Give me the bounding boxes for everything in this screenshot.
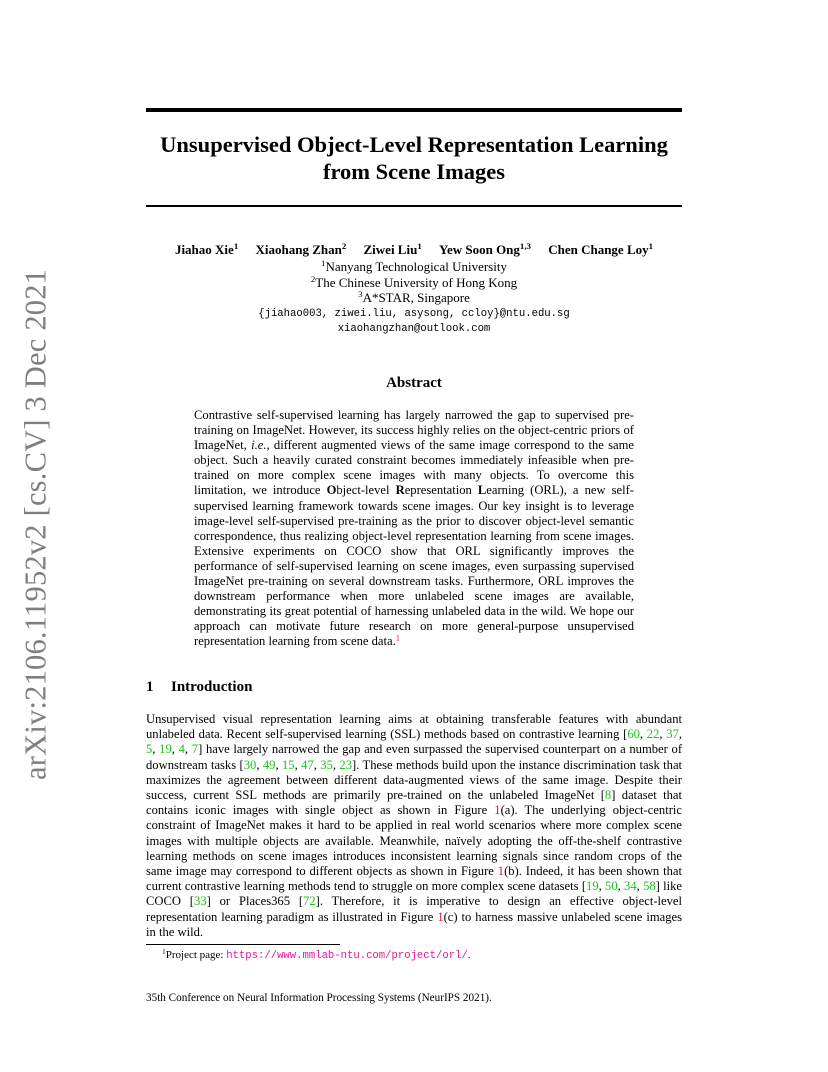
author-affiliation-mark: 2 (341, 241, 347, 252)
intro-segment: (a). The underlying object-centric constraint of ImageNet makes it hard to be applied in real world scenarios where more complex scene images with multiple objects are available. Meanwhile, naïvely adopting the off-the-shelf contrastive learning methods on scene images introduces inconsistent learning signals since random crops of the same image may correspond to different objects as shown in Figure (146, 803, 682, 879)
author (255, 242, 346, 257)
citation-link[interactable]: 34 (624, 879, 637, 894)
citation-link[interactable]: 37 (666, 727, 679, 742)
intro-segment: Unsupervised visual representation learning aims at obtaining transferable features with abundant unlabeled data. Recent self-supervised learning (SSL) methods based on contrastive learning [ (146, 712, 682, 742)
author-name: Yew Soon Ong (439, 242, 520, 257)
citation-link[interactable]: 49 (262, 757, 276, 772)
citation-link[interactable]: 8 (604, 788, 612, 803)
title-line-1: Unsupervised Object-Level Representation Learning (160, 132, 668, 157)
citation-link[interactable]: 35 (320, 757, 333, 772)
abstract-segment: , different augmented views of the same image correspond to the same object. Such a heavily curated constraint becomes immediately infeasible when pre-trained on more complex scene images with many objects. To overcome this limitation, we introduce (194, 438, 634, 498)
citation-link[interactable]: 5 (146, 742, 153, 757)
section-title: Introduction (171, 679, 253, 695)
title-bottom-rule (146, 205, 682, 207)
affiliation (146, 275, 682, 291)
title-line-2: from Scene Images (322, 159, 506, 184)
intro-segment: ]. These methods build upon the instance discrimination task that maximizes the agreement between different data-augmented views of the same image. Despite their success, current SSL methods are primarily pre-trained on the unlabeled ImageNet [ (146, 757, 683, 803)
author-affiliation-mark: 1 (233, 241, 239, 252)
project-page-link[interactable]: https://www.mmlab-ntu.com/project/orl/ (226, 950, 468, 962)
affiliation-mark: 2 (310, 274, 316, 285)
title-top-rule (146, 108, 682, 112)
section-number: 1 (146, 679, 154, 695)
abstract-segment: earning (ORL), a new self-supervised learning framework towards scene images. Our key insight is to leverage image-level self-supervised pre-training as the prior to discover object-level semantic correspondence, thus realizing object-level representation learning from scene images. Extensive experiments on COCO show that ORL significantly improves the performance of self-supervised learning on scene images, even surpassing supervised ImageNet pre-training on several downstream tasks. Furthermore, ORL improves the downstream performance when more unlabeled scene images are available, demonstrating its great potential of harnessing unlabeled data in the wild. We hope our approach can motivate future research on more general-purpose unsupervised representation learning from scene data. (194, 483, 634, 649)
introduction-paragraph: Unsupervised visual representation learning aims at obtaining transferable features with abundant unlabeled data. Recent self-supervised learning (SSL) methods based on contrastive learning [60, 22, 37, 5, 19, 4, 7] have largely narrowed the gap and even surpassed the supervised counterpart on a number of downstream tasks [30, 49, 15, 47, 35, 23]. These methods build upon the instance discrimination task that maximizes the agreement between different data-augmented views of the same image. Despite their success, current SSL methods are primarily pre-trained on the unlabeled ImageNet [8] dataset that contains iconic images with single object as shown in Figure 1(a). The underlying object-centric constraint of ImageNet makes it hard to be applied in real world scenarios where more complex scene images with multiple objects are available. Meanwhile, naïvely adopting the off-the-shelf contrastive learning methods on scene images introduces inconsistent learning signals since random crops of the same image may correspond to different objects as shown in Figure 1(b). Indeed, it has been shown that current contrastive learning methods tend to struggle on more complex scene datasets [19, 50, 34, 58] like COCO [33] or Places365 [72]. Therefore, it is imperative to design an effective object-level representation learning paradigm as illustrated in Figure 1(c) to harness massive unlabeled scene images in the wild. (146, 712, 683, 939)
affiliation-mark: 1 (321, 258, 326, 269)
citation-link[interactable]: 50 (605, 879, 618, 894)
author-name: Xiaohang Zhan (255, 242, 342, 257)
citation-link[interactable]: 19 (586, 879, 599, 894)
abstract-segment: epresentation (404, 483, 478, 498)
citation-link[interactable]: 58 (643, 879, 656, 894)
venue-note: 35th Conference on Neural Information Processing Systems (NeurIPS 2021). (146, 992, 492, 1004)
author-email: {jiahao003, ziwei.liu, asysong, ccloy}@ntu.edu.sg (258, 308, 570, 320)
author-email: xiaohangzhan@outlook.com (337, 323, 491, 335)
affiliation (146, 259, 682, 275)
intro-segment: ] dataset that contains iconic images with single object as shown in Figure (146, 788, 683, 818)
affiliation-name: Nanyang Technological University (325, 259, 507, 274)
citation-link[interactable]: 30 (243, 757, 257, 772)
footnote-mark: 1 (162, 946, 166, 956)
paper-title (146, 131, 682, 185)
abstract-segment: i.e. (251, 438, 267, 453)
figure-link[interactable]: 1 (497, 864, 505, 879)
affiliation-mark: 3 (358, 289, 363, 300)
citation-link[interactable]: 33 (194, 894, 207, 909)
citation-link[interactable]: 19 (159, 742, 172, 757)
author-name: Jiahao Xie (174, 242, 234, 257)
author (439, 242, 531, 257)
citation-link[interactable]: 7 (191, 742, 199, 757)
author (548, 242, 653, 257)
citation-link[interactable]: 23 (339, 757, 353, 772)
intro-segment: ]. Therefore, it is imperative to design an effective object-level representation learning paradigm as illustrated in Figure (146, 894, 682, 924)
abstract-acronym-letter: L (477, 483, 487, 498)
citation-link[interactable]: 47 (301, 757, 314, 772)
author-affiliation-mark: 1 (417, 241, 422, 252)
citation-link[interactable]: 60 (627, 727, 640, 742)
author-name: Chen Change Loy (548, 242, 649, 257)
affiliation-name: A*STAR, Singapore (362, 290, 470, 305)
abstract-segment: bject-level (336, 483, 396, 498)
figure-link[interactable]: 1 (494, 803, 501, 818)
abstract-heading: Abstract (386, 375, 442, 391)
intro-segment: ] like COCO [ (146, 879, 683, 909)
section-heading (146, 678, 546, 696)
figure-link[interactable]: 1 (437, 909, 444, 924)
footnote-label: Project page: (165, 949, 227, 961)
abstract-acronym-letter: O (326, 483, 337, 498)
citation-link[interactable]: 22 (646, 727, 660, 742)
intro-segment: (b). Indeed, it has been shown that current contrastive learning methods tend to struggle on more complex scene datasets [ (146, 864, 683, 894)
footnote-rule (146, 944, 340, 945)
affiliation (146, 290, 682, 306)
abstract-text (194, 408, 634, 650)
citation-link[interactable]: 15 (282, 757, 295, 772)
intro-segment: ] or Places365 [ (206, 894, 304, 909)
intro-segment: ] have largely narrowed the gap and even surpassed the supervised counterpart on a number of downstream tasks [ (146, 742, 683, 772)
footnote-end: . (467, 949, 471, 961)
author (364, 242, 422, 257)
intro-segment: (c) to harness massive unlabeled scene images in the wild. (146, 909, 682, 939)
citation-link[interactable]: 72 (303, 894, 316, 909)
footnote-link[interactable]: 1 (395, 632, 401, 643)
author-name: Ziwei Liu (363, 242, 418, 257)
author-affiliation-mark: 1 (648, 241, 654, 252)
abstract-segment: Contrastive self-supervised learning has largely narrowed the gap to supervised pre-training on ImageNet. However, its success highly relies on the object-centric priors of ImageNet, (194, 408, 634, 453)
author-affiliation-mark: 1,3 (519, 241, 531, 252)
citation-link[interactable]: 4 (178, 742, 185, 757)
affiliation-name: The Chinese University of Hong Kong (315, 275, 518, 290)
author-list (146, 242, 682, 258)
arxiv-identifier: arXiv:2106.11952v2 [cs.CV] 3 Dec 2021 (18, 268, 53, 780)
footnote (146, 948, 682, 963)
abstract-acronym-letter: R (395, 483, 405, 498)
author (175, 242, 238, 257)
